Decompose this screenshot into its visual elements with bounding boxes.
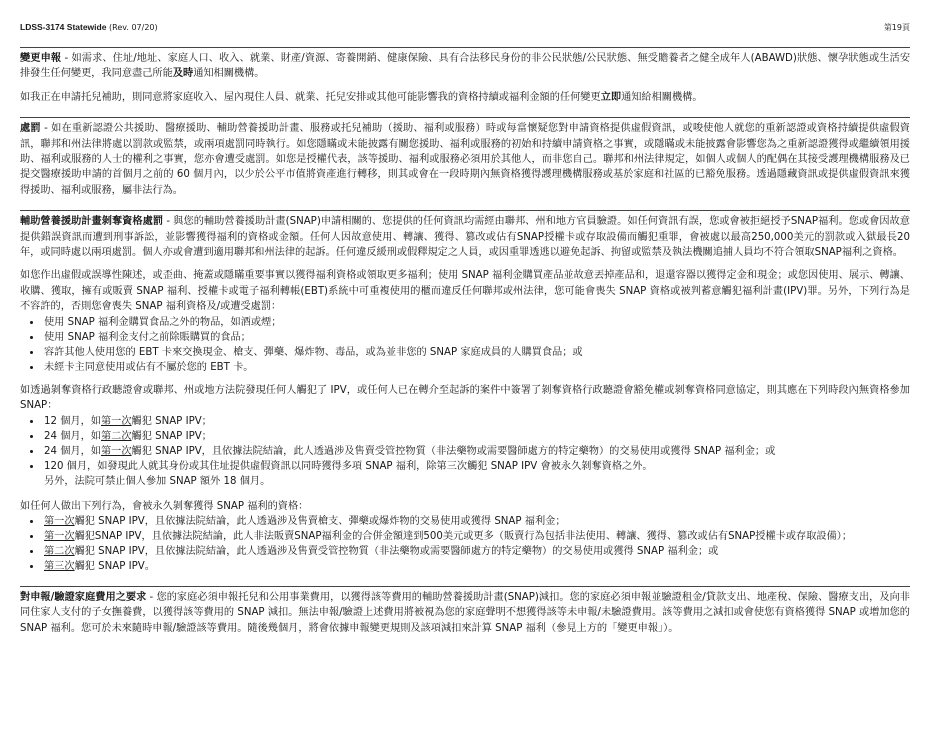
section-divider [20,586,910,587]
list-item: • 第一次觸犯SNAP IPV，且依據法院結論，此人非法販賣SNAP福利金的合併金額達到500美元或更多（販賣行為包括非法使用、轉讓、獲得、篡改或佔有SNAP授權卡或存取設備）； [42,529,910,544]
paragraph: 對申報/驗證家庭費用之要求 - 您的家庭必須申報托兒和公用事業費用，以獲得該等費用的輔助營養援助計畫(SNAP)減扣。您的家庭必須申報並驗證租金/貸款支出、地產稅、保險、醫療支出，及向非同住家人支付的子女撫養費，以獲得該等費用的 SNAP 減扣。無法申報/驗證上述費用將被視為您的家庭聲明不想獲得該等未申報/未驗證費用。該等費用之減扣或會使您有資格獲得 SNAP 或增加您的 SNAP 福利。您可於未來隨時申報/驗證該等費用。隨後幾個月，將會依據申報變更規則及該項減扣來計算 SNAP 福利（參見上方的「變更申報」）。 [20,591,910,634]
list-item-note: 另外，法院可禁止個人參加 SNAP 額外 18 個月。 [44,475,271,487]
list-item: • 24 個月，如第二次觸犯 SNAP IPV； [42,429,910,444]
paragraph: 如我正在申請托兒補助，則同意將家庭收入、屋內現住人員、就業、托兒安排或其他可能影響我的資格持續或福利金額的任何變更立即通知給相關機構。 [20,91,703,103]
section-snap-disqualification [20,214,910,574]
list-item: • 使用 SNAP 福利金購買食品之外的物品，如酒或煙； [42,315,910,330]
list-item: • 未經卡主同意使用或佔有不屬於您的 EBT 卡。 [42,360,910,375]
section-divider [20,210,910,211]
list-item: • 120 個月，如發現此人就其身份或其住址提供虛假資訊以同時獲得多項 SNAP 福利，除第三次觸犯 SNAP IPV 會被永久剝奪資格之外。 另外，法院可禁止個人參加 SNAP 額外 18 個月。 [42,459,910,489]
list-item: • 容許其他人使用您的 EBT 卡來交換現金、槍支、彈藥、爆炸物、毒品，或為並非您的 SNAP 家庭成員的人購買食品；或 [42,345,910,360]
paragraph: 如任何人做出下列行為，會被永久剝奪獲得 SNAP 福利的資格： [20,500,309,512]
section-divider [20,117,910,118]
disqualification-periods-list [20,414,910,489]
document-page [20,22,910,648]
form-id: LDSS-3174 Statewide (Rev. 07/20) [20,22,158,32]
list-item: • 第三次觸犯 SNAP IPV。 [42,559,910,574]
section-divider [20,47,910,48]
paragraph: 處罰 - 如在重新認證公共援助、醫療援助、輔助營養援助計畫、服務或托兒補助（援助、福利或服務）時或每當懷疑您對申請資格提供虛假資訊，或唆使他人就您的重新認證或資格持續提供虛假資訊，聯邦和州法律將處以罰款或監禁，或兩項處罰同時執行。如您隱瞞或未能披露有關您援助、福利或服務的初始和持續申請資格之事實，或隱瞞或未能披露會影響您為之重新認證獲得或繼續領用援助、福利或服務的人士的權利之事實，您亦會遭受處罰。如您是授權代表，該等援助、福利或服務必須用於其他人，而非您自己。聯邦和州法律規定，如個人或個人的配偶在其接受護理機構服務及已提交醫療援助申請的首個月之前的 60 個月內，以少於公平市值將資產進行轉移，則其或會在一段時期內無資格獲得護理機構服務或基於家庭和社區的已豁免服務。透過隱藏資訊或提供虛假資訊來獲得援助、福利或服務，屬非法行為。 [20,123,910,196]
list-item: • 第一次觸犯 SNAP IPV，且依據法院結論，此人透過涉及售賣槍支、彈藥或爆炸物的交易使用或獲得 SNAP 福利金； [42,514,910,529]
prohibited-acts-list [20,315,910,375]
section-title: 變更申報 [20,53,62,64]
section-change-reporting [20,51,910,105]
page-number: 第19頁 [883,23,910,32]
paragraph: 如您作出虛假或誤導性陳述，或歪曲、掩蓋或隱瞞重要事實以獲得福利資格或領取更多福利；使用 SNAP 福利金購買產品並故意丟掉產品和，退還容器以獲得定金和現金；或您因使用、展示、轉讓、收購、獲取，擁有或販賣 SNAP 福利、授權卡或電子福利轉帳(EBT)系統中可重複使用的櫃而違反任何聯邦或州法律，您可能會喪失 SNAP 資格或被判蓄意觸犯福利計畫(IPV)罪。另外，下列行為是不容許的，否則您會喪失 SNAP 福利資格及/或遭受處罰： [20,270,910,313]
section-expense-reporting [20,590,910,636]
list-item: • 24 個月，如第一次觸犯 SNAP IPV，且依據法院結論，此人透過涉及售賣受管控物質（非法藥物或需要醫師處方的特定藥物）的交易使用或獲得 SNAP 福利金；或 [42,444,910,459]
section-penalties [20,121,910,198]
permanent-disqualification-list [20,514,910,574]
section-title: 處罰 [20,123,41,135]
section-title: 輔助營養援助計畫剝奪資格處罰 [20,216,164,228]
list-item: • 12 個月，如第一次觸犯 SNAP IPV； [42,414,910,429]
list-item: • 第二次觸犯 SNAP IPV，且依據法院結論，此人透過涉及售賣受管控物質（非法藥物或需要醫師處方的特定藥物）的交易使用或獲得 SNAP 福利金；或 [42,544,910,559]
section-title: 對申報/驗證家庭費用之要求 [20,591,147,603]
page-header [20,22,910,33]
list-item: • 使用 SNAP 福利金支付之前除賬購買的食品； [42,330,910,345]
paragraph: 變更申報 - 如需求、住址/地址、家庭人口、收入、就業、財產/資源、寄養開銷、健康保險、具有合法移民身份的非公民狀態/公民狀態、無受贍養者之健全成年人(ABAWD)狀態、懷孕狀態或生活安排發生任何變更，我同意盡己所能及時通知相關機構。 [20,53,911,80]
paragraph: 輔助營養援助計畫剝奪資格處罰 - 與您的輔助營養援助計畫(SNAP)申請相關的、您提供的任何資訊均需經由聯邦、州和地方官員驗證。如任何資訊有誤，您或會被拒絕授予SNAP福利。您或會因故意提供錯誤資訊而遭到刑事訴訟，並影響獲得福利的資格或金額。任何人因故意使用、轉讓、獲得、篡改或佔有SNAP授權卡或存取設備而觸犯重罪，會被處以最高250,000美元的罰款或入獄最長20年，或同時處以兩項處罰。個人亦或會遭到適用聯邦和州法律的起訴。任何違反緩刑或假釋規定之人員，或因重罪透逃以避免起訴、拘留或監禁及執法機關追捕人員均不符合領取SNAP福利之資格。 [20,216,910,259]
paragraph: 如透過剝奪資格行政聽證會或聯邦、州或地方法院發現任何人觸犯了 IPV，或任何人已在轉介至起訴的案件中簽署了剝奪資格行政聽證會豁免權或剝奪資格同意協定，則其應在下列時段內無資格參加 SNAP： [20,384,910,412]
